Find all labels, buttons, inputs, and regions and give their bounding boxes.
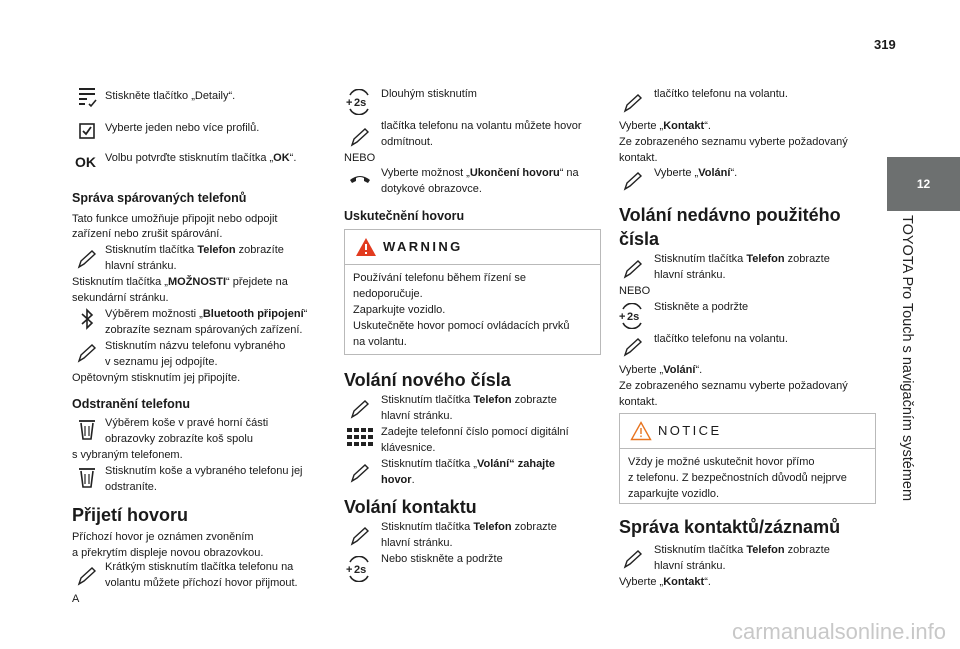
warning-header <box>345 230 600 265</box>
touch-icon <box>348 398 372 420</box>
remove-text-4: Stisknutím koše a vybraného telefonu jej <box>105 465 303 477</box>
nebo: NEBO <box>344 152 376 164</box>
contact-heading: Volání kontaktu <box>344 497 477 517</box>
svg-text:+: + <box>619 311 626 323</box>
new-step-1b: hlavní stránku. <box>381 410 453 422</box>
notice-icon <box>630 421 652 441</box>
recent-heading-1: Volání nedávno použitého <box>619 205 841 225</box>
long-press: Dlouhým stisknutím <box>381 88 477 100</box>
step-details: Stiskněte tlačítko „Detaily“. <box>105 90 236 102</box>
select-call-2: Vyberte „Volání“. <box>619 364 703 376</box>
end-call-2: dotykové obrazovce. <box>381 183 482 195</box>
paired-heading: Správa spárovaných telefonů <box>72 191 247 205</box>
list-1: Ze zobrazeného seznamu vyberte požadovaný <box>619 136 848 148</box>
hold-2s-label: 2s <box>354 564 367 576</box>
chapter-tab[interactable] <box>887 157 960 211</box>
manage-heading: Správa kontaktů/záznamů <box>619 517 841 537</box>
recent-step-1: Stisknutím tlačítka Telefon zobrazte <box>654 253 830 265</box>
paired-text-4: sekundární stránku. <box>72 292 169 304</box>
ok-icon: OK <box>75 154 96 170</box>
paired-text-3: Stisknutím tlačítka „MOŽNOSTI“ přejdete na <box>72 276 288 288</box>
warning-text-2: nedoporučuje. <box>353 288 423 300</box>
receive-a: A <box>72 593 80 605</box>
touch-icon <box>621 92 645 114</box>
new-step-3: Stisknutím tlačítka „Volání“ zahajte <box>381 458 556 470</box>
hold-2s-icon <box>617 303 647 329</box>
keypad-icon <box>346 426 374 450</box>
paired-step-1b: hlavní stránku. <box>105 260 177 272</box>
remove-text-3: s vybraným telefonem. <box>72 449 183 461</box>
trash-icon <box>75 466 99 488</box>
warning-icon <box>355 237 377 257</box>
paired-text-2: zařízení nebo zrušit spárování. <box>72 228 223 240</box>
svg-text:+: + <box>346 564 353 576</box>
trash-icon <box>75 418 99 440</box>
notice-header <box>620 414 875 449</box>
bluetooth-icon <box>75 308 99 330</box>
warning-label: WARNING <box>383 239 463 254</box>
remove-text-2: obrazovky zobrazíte koš spolu <box>105 433 253 445</box>
list-2: kontakt. <box>619 152 658 164</box>
select-call: Vyberte „Volání“. <box>654 167 738 179</box>
remove-text-5: odstraníte. <box>105 481 157 493</box>
chapter-tab-label: 12 <box>916 177 931 191</box>
details-icon <box>75 86 99 108</box>
notice-text-3: zaparkujte vozidlo. <box>628 488 720 500</box>
new-step-2: Zadejte telefonní číslo pomocí digitální <box>381 426 569 438</box>
side-title-text: TOYOTA Pro Touch s navigačním systémem <box>899 215 915 502</box>
wheel-btn: tlačítko telefonu na volantu. <box>654 88 788 100</box>
touch-icon <box>348 525 372 547</box>
notice-text-1: Vždy je možné uskutečnit hovor přímo <box>628 456 815 468</box>
wheel-2: odmítnout. <box>381 136 433 148</box>
touch-icon <box>621 258 645 280</box>
warning-text-1: Používání telefonu během řízení se <box>353 272 527 284</box>
contact-step-2: Nebo stiskněte a podržte <box>381 553 503 565</box>
step-ok: Volbu potvrďte stisknutím tlačítka „OK“. <box>105 152 297 164</box>
touch-icon <box>348 126 372 148</box>
new-step-1: Stisknutím tlačítka Telefon zobrazte <box>381 394 557 406</box>
list2-2: kontakt. <box>619 396 658 408</box>
receive-text-2: a překrytím displeje novou obrazovkou. <box>72 547 264 559</box>
make-heading: Uskutečnění hovoru <box>344 209 465 223</box>
recent-step-1b: hlavní stránku. <box>654 269 726 281</box>
new-step-2b: klávesnice. <box>381 442 436 454</box>
manage-select: Vyberte „Kontakt“. <box>619 576 711 588</box>
end-call-icon <box>348 168 372 190</box>
paired-name-2: v seznamu jej odpojíte. <box>105 356 218 368</box>
remove-heading: Odstranění telefonu <box>72 397 191 411</box>
new-heading: Volání nového čísla <box>344 370 511 390</box>
svg-text:+: + <box>346 97 353 109</box>
notice-label: NOTICE <box>658 423 722 438</box>
touch-icon <box>348 462 372 484</box>
end-call: Vyberte možnost „Ukončení hovoru“ na <box>381 167 579 179</box>
receive-text-1: Příchozí hovor je oznámen zvoněním <box>72 531 254 543</box>
manage-step-1: Stisknutím tlačítka Telefon zobrazte <box>654 544 830 556</box>
select-contact: Vyberte „Kontakt“. <box>619 120 711 132</box>
paired-again: Opětovným stisknutím jej připojíte. <box>72 372 241 384</box>
warning-text-5: na volantu. <box>353 336 407 348</box>
new-step-3b: hovor. <box>381 474 415 486</box>
warning-text-3: Zaparkujte vozidlo. <box>353 304 446 316</box>
touch-icon <box>75 342 99 364</box>
hold-2s-icon <box>344 556 374 582</box>
wheel-btn-2: tlačítko telefonu na volantu. <box>654 333 788 345</box>
list2-1: Ze zobrazeného seznamu vyberte požadovaný <box>619 380 848 392</box>
side-title <box>893 215 915 545</box>
remove-text-1: Výběrem koše v pravé horní části <box>105 417 269 429</box>
page-number: 319 <box>874 37 896 52</box>
profiles-icon <box>75 120 99 142</box>
hold-2s-icon <box>344 89 374 115</box>
touch-icon <box>75 565 99 587</box>
paired-bt: Výběrem možnosti „Bluetooth připojení“ <box>105 308 308 320</box>
contact-step-1b: hlavní stránku. <box>381 537 453 549</box>
hold-2s-label: 2s <box>627 311 640 323</box>
hold: Stiskněte a podržte <box>654 301 749 313</box>
hold-2s-label: 2s <box>354 97 367 109</box>
manage-step-1b: hlavní stránku. <box>654 560 726 572</box>
recent-heading-2: čísla <box>619 229 660 249</box>
touch-icon <box>621 336 645 358</box>
step-profiles: Vyberte jeden nebo více profilů. <box>105 122 260 134</box>
touch-icon <box>621 170 645 192</box>
receive-step-2: volantu můžete příchozí hovor přijmout. <box>105 577 298 589</box>
paired-step-1: Stisknutím tlačítka Telefon zobrazíte <box>105 244 284 256</box>
paired-name-1: Stisknutím názvu telefonu vybraného <box>105 340 286 352</box>
nebo-2: NEBO <box>619 285 651 297</box>
warning-text-4: Uskutečněte hovor pomocí ovládacích prvků <box>353 320 570 332</box>
paired-bt-2: zobrazíte seznam spárovaných zařízení. <box>105 324 303 336</box>
touch-icon <box>621 548 645 570</box>
contact-step-1: Stisknutím tlačítka Telefon zobrazte <box>381 521 557 533</box>
receive-step-1: Krátkým stisknutím tlačítka telefonu na <box>105 561 294 573</box>
warning-box <box>344 229 601 355</box>
receive-heading: Přijetí hovoru <box>72 505 189 525</box>
notice-text-2: z telefonu. Z bezpečnostních důvodů nejprve <box>628 472 847 484</box>
paired-text-1: Tato funkce umožňuje připojit nebo odpojit <box>72 213 278 225</box>
watermark: carmanualsonline.info <box>731 619 946 644</box>
touch-icon <box>75 248 99 270</box>
notice-box <box>619 413 876 504</box>
wheel-1: tlačítka telefonu na volantu můžete hovor <box>381 120 582 132</box>
